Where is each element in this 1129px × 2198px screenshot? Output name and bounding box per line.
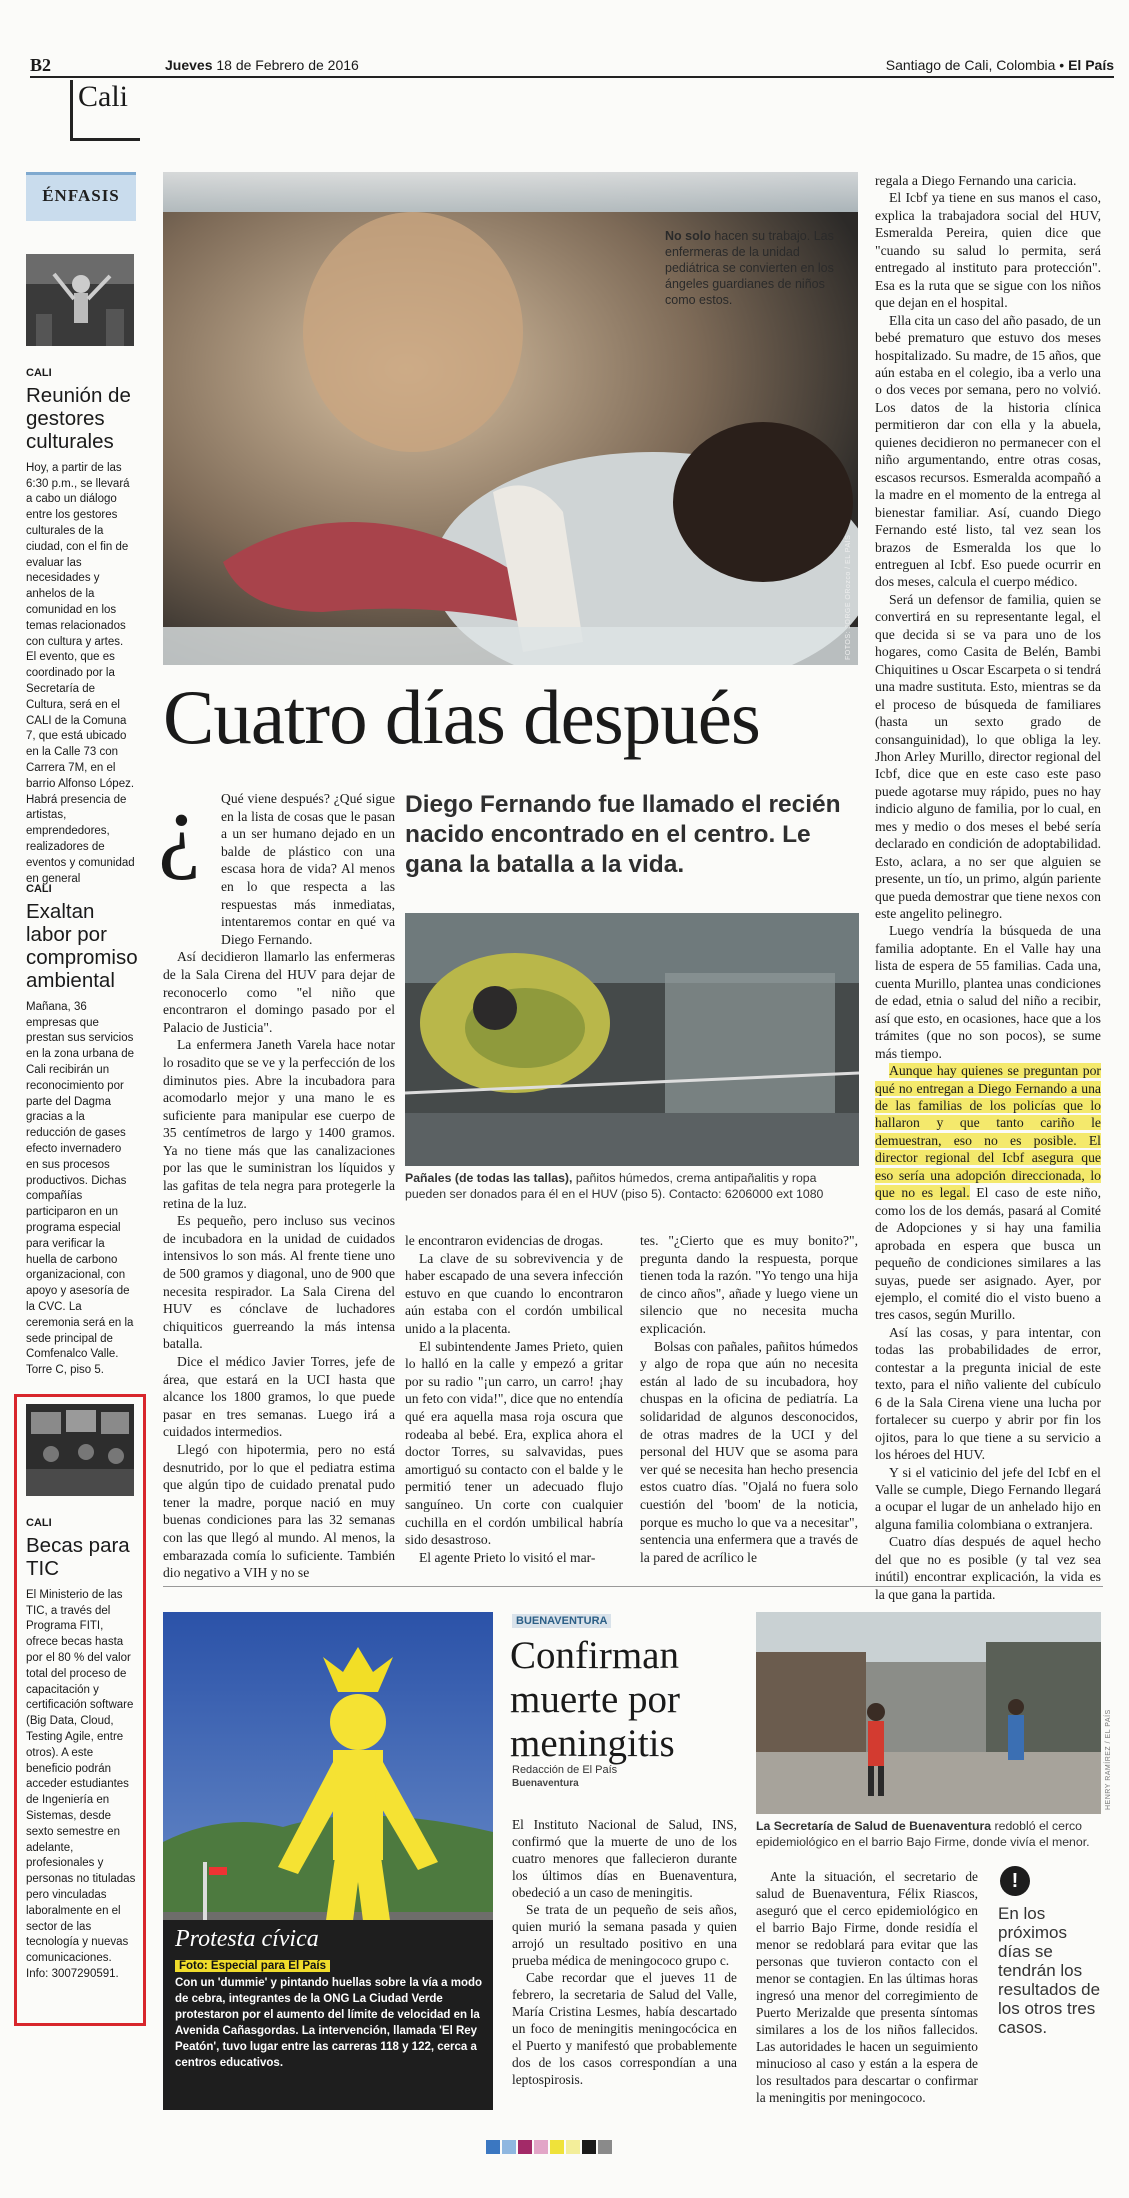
paragraph: Dice el médico Javier Torres, jefe de área, que estará en la UCI hasta que alcance los 1800 gramos, lo que puede pasar en tres semanas. Luego irá a cuidados intermedios. — [163, 1354, 395, 1440]
article-col-3 — [640, 1232, 858, 1566]
paragraph: Llegó con hipotermia, pero no está desnutrido, por lo que el pediatra estima que algún tipo de cuidado prenatal pudo tener la madre, porque nació en muy buenas condiciones para las 32 semanas con las que llegó al mundo. Al menos, la embarazada comía lo suficiente. También dio negativo a VIH y no se — [163, 1441, 395, 1581]
main-photo-caption-lead: No solo — [665, 229, 711, 243]
paragraph: La enfermera Janeth Varela hace notar lo rosadito que se ve y la perfección de los diminutos pies. Abre la incubadora para acomodarlo mejor y una mano le es suficiente para manipular ese cuerpo de 35 centímetros de largo y 1400 gramos. Ya no tiene más que las canalizaciones por las que le suministran los líquidos y las gafitas de tela negra para protegerle la retina de la luz. — [163, 1037, 395, 1211]
sidebar-item-3 — [26, 1512, 136, 1983]
meningitis-col-a — [512, 1816, 737, 2088]
article-col-2 — [405, 1232, 623, 1566]
paragraph: le encontraron evidencias de drogas. — [405, 1233, 604, 1248]
enfasis-label-box — [26, 172, 136, 221]
inline-photo-incubator — [405, 913, 859, 1166]
article-col-1 — [163, 790, 395, 1582]
sidebar-kicker: CALI — [26, 1517, 52, 1529]
color-swatch — [518, 2140, 532, 2154]
sidebar-photo-dance — [26, 254, 134, 346]
main-photo-caption-text: hacen su trabajo. Las enfermeras de la unidad pediátrica se convierten en los ángeles guardianes de niños como estos. — [665, 229, 834, 307]
section-underline — [70, 138, 140, 141]
meningitis-byline-place: Buenaventura — [512, 1778, 579, 1789]
sidebar-body: El Ministerio de las TIC, a través del Programa FITI, ofrece becas hasta por el 80 % del valor total del proceso de capacitación y certificación software (Big Data, Cloud, Testing Agile, entre otros). A este beneficio podrán acceder estudiantes de Ingeniería en Sistemas, desde sexto semestre en adelante, profesionales y personas no tituladas pero vinculadas laboralmente en el sector de las tecnología y nuevas comunicaciones. Info: 3007290591. — [26, 1588, 136, 1980]
protesta-title: Protesta cívica — [175, 1926, 319, 1952]
header-location: Santiago de Cali, Colombia • El País — [885, 57, 1114, 73]
paragraph: tes. "¿Cierto que es muy bonito?", pregunta dando la respuesta, porque tienen toda la razón. "Yo tengo una hija de cinco años", añade y luego viene un silencio que no necesita mucha explicación. — [640, 1233, 858, 1336]
sidebar-kicker: CALI — [26, 883, 52, 895]
sidebar-item-2 — [26, 878, 136, 1379]
paragraph: Se trata de un pequeño de seis años, quien murió la semana pasada y quien arrojó un resultado positivo en una prueba médica de meningococo grupo c. — [512, 1902, 737, 1968]
color-swatch — [502, 2140, 516, 2154]
deck: Diego Fernando fue llamado el recién nacido encontrado en el centro. Le gana la batalla a la vida. — [405, 791, 841, 878]
paragraph: El subintendente James Prieto, quien lo halló en la calle y empezó a gritar por su radio "¡un carro, un carro! ¡hay un feto con vida!", dice que no entendía qué era aquella masa roja oscura que rodeaba al bebé. Era, explica ahora el doctor Torres, su salvavidas, pues amortiguó su contacto con el balde y le permitió tener un adecuado flujo sanguíneo. Un corte con cualquier cuchilla en el cordón umbilical habría sido desastroso. — [405, 1338, 623, 1548]
sidebar-item-1 — [26, 362, 136, 887]
color-swatch — [534, 2140, 548, 2154]
meningitis-photo-caption — [756, 1818, 1101, 1850]
sidebar-body: Mañana, 36 empresas que prestan sus servicios en la zona urbana de Cali recibirán un reconocimiento por parte del Dagma gracias a la reducción de gases efecto invernadero en sus procesos productivos. Dichas compañías participaron en un programa especial para verificar la huella de carbono organizacional, con apoyo y asesoría de la CVC. La ceremonia será en la sede principal de Comfenalco Valle. Torre C, piso 5. — [26, 1000, 135, 1377]
sidebar-title: Becas para TIC — [26, 1533, 130, 1580]
meningitis-byline: Redacción de El País — [512, 1764, 618, 1776]
paragraph: regala a Diego Fernando una caricia. — [875, 173, 1077, 188]
paragraph-continuation: El caso de este niño, como los de los demás, pasará al Comité de Adopciones y si hay una familia aprobada en espera que busca un pequeño de condiciones similares a las suyas, puede ser asignado. Ayer, por ejemplo, el comité dio el visto bueno a tres casos, según Murillo. — [875, 1185, 1101, 1323]
header-date — [165, 57, 359, 73]
header-day: Jueves — [165, 57, 213, 73]
paragraph: Cabe recordar que el jueves 11 de febrero, la secretaria de Salud del Valle, María Cristina Lesmes, había descartado un foco de meningitis meningocócica en el Puerto y manifestó que probablemente dos de los casos correspondían a una leptospirosis. — [512, 1970, 737, 2087]
meningitis-photo — [756, 1612, 1101, 1814]
meningitis-photo-caption-lead: La Secretaría de Salud de Buenaventura — [756, 1819, 992, 1833]
color-swatch — [598, 2140, 612, 2154]
meningitis-note: En los próximos días se tendrán los resultados de los otros tres casos. — [998, 1904, 1101, 2037]
paragraph: El Instituto Nacional de Salud, INS, confirmó que la muerte de uno de los cuatro menores que fallecieron durante los últimos días en Buenaventura, obedeció a un caso de meningitis. — [512, 1817, 737, 1900]
header-rule — [30, 76, 1114, 78]
paragraph: Será un defensor de familia, quien se convertirá en su representante legal, el que decida si se va para uno de los hogares, como Casita de Belén, Bambi Chiquitines u Oscar Escarpeta o si tendrá una madre sustituta. Esto, mientras se da el proceso de búsqueda de familiares (hasta un sexto grado de consanguinidad), lo que obliga la ley. Jhon Arley Murillo, director regional del Icbf, dice que en este caso este paso puede agotarse muy rápido, pues no hay indicio alguno de familia, por lo cual, en mes y medio o dos meses el bebé sería declarado en condición de adoptabilidad. Esto, aclara, a no ser que alguien se presente, un tío, un primo, algún pariente que pueda demostrar que tiene nexos con este angelito pelinegro. — [875, 591, 1101, 922]
inline-photo-caption — [405, 1170, 859, 1202]
page-header — [30, 55, 1114, 75]
main-photo-caption — [665, 228, 845, 308]
paragraph: Ante la situación, el secretario de salud de Buenaventura, Félix Riascos, aseguró que el cerco epidemiológico en el barrio Bajo Firme, donde residía el menor se redoblará para evitar que las personas que tuvieron contacto con el menor se contagien. En las últimas horas ingresó una menor del corregimiento de Puerto Merizalde que presenta síntomas similares a los de los niños fallecidos. Las autoridades le hacen un seguimiento minucioso al caso y están a la espera de los resultados para descartar o confirmar la meningitis por meningococo. — [756, 1869, 978, 2105]
paragraph: El agente Prieto lo visitó el mar- — [419, 1549, 596, 1565]
enfasis-label: ÉNFASIS — [42, 186, 120, 205]
sidebar-body: Hoy, a partir de las 6:30 p.m., se llevará a cabo un diálogo entre los gestores culturales de la ciudad, con el fin de evaluar las necesidades y anhelos de la comunidad en los temas relacionados con cultura y artes. El evento, que es coordinado por la Secretaría de Cultura, será en el CALI de la Comuna 7, que está ubicado en la Calle 73 con Carrera 7M, en el barrio Alfonso López. Habrá presencia de artistas, emprendedores, realizadores de eventos y comunidad en general — [26, 461, 135, 885]
article-col-4 — [875, 172, 1101, 1603]
meningitis-kicker: BUENAVENTURA — [512, 1614, 611, 1628]
main-photo-credit: FOTOS: JORGE ORozco / EL PAÍS — [845, 534, 852, 660]
paragraph: Así las cosas, y para intentar, con todas las probabilidades de error, contestar a la pregunta inicial de este texto, para el niño valiente del cubículo 6 de la Sala Cirena viene una lucha por fortalecer su cuerpo y abrir por fin los ojitos, para lo que tiene a su servicio a los héroes del HUV. — [875, 1324, 1101, 1463]
info-exclamation-icon: ! — [1000, 1866, 1030, 1896]
meningitis-col-b — [756, 1868, 978, 2106]
protesta-text: Con un 'dummie' y pintando huellas sobre la vía a modo de cebra, integrantes de la ONG La Ciudad Verde protestaron por el aumento del límite de velocidad en la Avenida Cañasgordas. La intervención, llamada 'El Rey Peatón', tuvo lugar entre las carreras 118 y 122, cerca a centros educativos. — [175, 1977, 483, 2069]
meningitis-photo-caption-text: redobló el cerco epidemiológico en el barrio Bajo Firme, donde vivía el menor. — [756, 1819, 1090, 1849]
section-separator — [163, 1586, 1103, 1587]
paragraph: Ella cita un caso del año pasado, de un bebé prematuro que estuvo dos meses hospitalizado. Su madre, de 15 años, que aún estaba en el colegio, iba a verlo una o dos veces por semana, pero no volvió. Los datos de la historia clínica permitieron dar con ella y la abuela, quienes decidieron no permanecer con el niño argumentando, entre otras cosas, escasos recursos. Esmeralda acompañó a la madre en el momento de la entrega al bienestar familiar. Así, cuando Diego Fernando esté listo, tal vez sean los brazos de Esmeralda los que lo entreguen al Icbf. Eso puede ocurrir en dos meses, calcula el cuerpo médico. — [875, 312, 1101, 590]
protesta-credit: Foto: Especial para El País — [175, 1960, 330, 1972]
dropcap: ¿ — [158, 774, 201, 881]
sidebar-photo-computers — [26, 1404, 134, 1496]
color-swatch — [486, 2140, 500, 2154]
paragraph: Así decidieron llamarlo las enfermeras de la Sala Cirena del HUV para dejar de reconocerlo como "el niño que encontraron el domingo pasado por el Palacio de Justicia". — [163, 949, 395, 1035]
inline-photo-caption-text: pañitos húmedos, crema antipañalitis y ropa pueden ser donados para él en el HUV (piso 5). Contacto: 6206000 ext 1080 — [405, 1171, 824, 1201]
header-date-text: 18 de Febrero de 2016 — [216, 57, 359, 73]
paragraph: Luego vendría la búsqueda de una familia adoptante. En el Valle hay una lista de espera de 55 familias. Cada una, cuenta Murillo, plantea unas condiciones de edad, etnia o salud del niño a recibir, así que esto, en ocasiones, hace que a los trámites (que no son pocos), se sume más tiempo. — [875, 923, 1101, 1061]
print-color-bar — [486, 2140, 626, 2156]
section-bar — [70, 80, 73, 140]
section-name: Cali — [78, 80, 128, 113]
highlighted-text: Aunque hay quienes se preguntan por qué no entregan a Diego Fernando a una de las familias de los policías que lo hallaron y que tanto cariño le demuestran, eso no es posible. El director regional del Icbf asegura que eso sería una adopción direccionada, lo que no es legal. — [875, 1063, 1101, 1201]
paragraph: Es pequeño, pero incluso sus vecinos de incubadora en la unidad de cuidados intensivos lo son más. Al frente tiene uno de 500 gramos y diagonal, uno de 900 que necesita respirador. La Sala Cirena del HUV es cónclave de luchadores chiquiticos guerreando la más intensa batalla. — [163, 1213, 395, 1352]
paragraph: Bolsas con pañales, pañitos húmedos y algo de ropa que aún no necesita están al lado de su incubadora, hoy chuspas en la oficina de pediatría. La solidaridad de algunos desconocidos, de otras madres de la UCI y del personal del HUV que se asoma para ver qué se necesita han hecho presencia estos cuatro días. "Ojalá no fuera solo cuestión del 'boom' de la noticia, porque es mucho lo que va a necesitar", sentencia una enfermera que a través de la pared de acrílico le — [640, 1338, 858, 1565]
paragraph: La clave de su sobrevivencia y de haber escapado de una severa infección estuvo en que cuando lo encontraron aún estaba con el cordón umbilical unido a la placenta. — [405, 1250, 623, 1336]
paragraph: Cuatro días después de aquel hecho del que no es posible (y tal vez sea inútil) encontrar explicación, la vida es la que gana la partida. — [875, 1534, 1101, 1602]
meningitis-headline: Confirman muerte por meningitis — [510, 1634, 681, 1765]
sidebar-title: Reunión de gestores culturales — [26, 383, 131, 453]
paragraph: El Icbf ya tiene en sus manos el caso, explica la trabajadora social del HUV, Esmeralda Pereira, quien dice que "cuando su salud lo permita, será entregado al instituto para protección". Esa es la ruta que se sigue con los niños que dejan en el hospital. — [875, 190, 1101, 311]
sidebar-kicker: CALI — [26, 367, 52, 379]
header-city: Santiago de Cali, Colombia — [885, 57, 1056, 73]
page-number: B2 — [30, 55, 52, 75]
sidebar-title: Exaltan labor por compromiso ambiental — [26, 899, 138, 992]
color-swatch — [582, 2140, 596, 2154]
color-swatch — [566, 2140, 580, 2154]
inline-photo-caption-lead: Pañales (de todas las tallas), — [405, 1171, 573, 1185]
meningitis-photo-credit: HENRY RAMÍREZ / EL PAÍS — [1105, 1709, 1112, 1810]
color-swatch — [550, 2140, 564, 2154]
paragraph: Qué viene después? ¿Qué sigue en la lista de cosas que le pasan a un ser humano dejado en un balde de plástico con una escasa hora de vida? Al menos en lo que respecta a las respuestas más inmediatas, intentaremos contar en qué va Diego Fernando. — [221, 791, 395, 947]
paragraph: Y si el vaticinio del jefe del Icbf en el Valle se cumple, Diego Fernando llegará a ocupar el lugar de un anhelado hijo en alguna familia colombiana o extranjera. — [875, 1464, 1101, 1532]
header-paper: El País — [1068, 57, 1114, 73]
paragraph-highlighted — [875, 1062, 1101, 1324]
headline: Cuatro días después — [163, 674, 760, 760]
